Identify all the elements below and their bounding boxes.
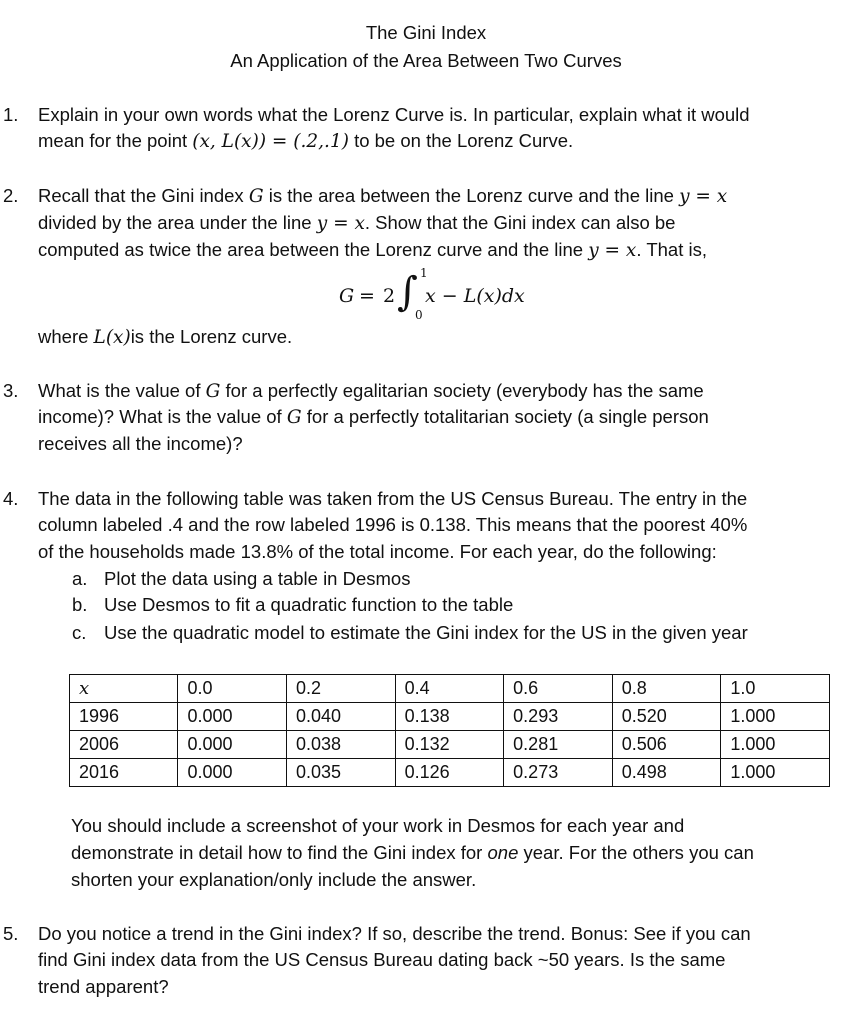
q5-line-2: find Gini index data from the US Census Bureau dating back ~50 years. Is the same [38,949,726,970]
q4-sub-a-label: a. [72,568,88,589]
page-title: The Gini Index [365,22,487,43]
formula-lower-limit: 0 [415,308,423,322]
lorenz-data-table [69,674,830,787]
table-cell: 0.035 [287,759,396,787]
q3-line-2: income)? What is the value of G for a perfectly totalitarian society (a single person [38,406,709,428]
table-header-cell: 0.0 [178,675,287,703]
table-row [70,759,830,787]
table-cell: 0.293 [504,703,613,731]
q4-line-1: The data in the following table was taken from the US Census Bureau. The entry in the [38,488,748,509]
table-cell: 1996 [70,703,178,731]
table-cell: 0.000 [178,759,287,787]
table-cell: 1.000 [721,731,830,759]
q2-line-3: computed as twice the area between the Lorenz curve and the line y = x. That is, [38,239,707,261]
table-cell: 0.520 [612,703,721,731]
gini-formula [339,268,569,328]
formula-two: 2 [383,285,396,307]
q4-line-3: of the households made 13.8% of the total income. For each year, do the following: [38,541,717,562]
table-cell: 2006 [70,731,178,759]
table-header-cell: 1.0 [721,675,830,703]
table-cell: 0.000 [178,731,287,759]
table-header-cell: 0.4 [395,675,504,703]
table-cell: 0.506 [612,731,721,759]
q2-number: 2. [3,185,19,206]
q4-sub-b-label: b. [72,594,88,615]
table-cell: 0.126 [395,759,504,787]
q5-number: 5. [3,923,19,944]
table-row [70,731,830,759]
q4-sub-b-text: Use Desmos to fit a quadratic function to the table [104,594,514,615]
table-row [70,703,830,731]
table-header-cell: 0.8 [612,675,721,703]
q3-line-1: What is the value of G for a perfectly egalitarian society (everybody has the same [38,380,704,402]
integral-sign-icon: ∫ [397,269,418,315]
q1-line-1: Explain in your own words what the Lorenz Curve is. In particular, explain what it would [38,104,750,125]
q2-where-line: where L(x)is the Lorenz curve. [38,326,293,348]
q3-number: 3. [3,380,19,401]
q2-line-1: Recall that the Gini index G is the area between the Lorenz curve and the line y = x [38,185,728,207]
q4-sub-a-text: Plot the data using a table in Desmos [104,568,411,589]
table-cell: 1.000 [721,759,830,787]
q1-number: 1. [3,104,19,125]
q4-line-2: column labeled .4 and the row labeled 1996 is 0.138. This means that the poorest 40% [38,514,748,535]
table-cell: 0.132 [395,731,504,759]
q3-line-3: receives all the income)? [38,433,243,454]
q4-note-line-2: demonstrate in detail how to find the Gini index for one year. For the others you can [71,842,754,863]
table-cell: 0.038 [287,731,396,759]
formula-equals: = [359,285,375,307]
q4-sub-c-label: c. [72,622,87,643]
formula-integrand: x − L(x)dx [425,285,525,307]
table-cell: 0.000 [178,703,287,731]
q5-line-1: Do you notice a trend in the Gini index? If so, describe the trend. Bonus: See if you can [38,923,751,944]
q4-note-line-3: shorten your explanation/only include the answer. [71,869,477,890]
table-header-cell: 0.6 [504,675,613,703]
page-subtitle: An Application of the Area Between Two Curves [230,50,622,71]
q4-note-line-1: You should include a screenshot of your work in Desmos for each year and [71,815,685,836]
table-cell: 1.000 [721,703,830,731]
table-cell: 0.138 [395,703,504,731]
table-cell: 0.281 [504,731,613,759]
q4-number: 4. [3,488,19,509]
table-header-row [70,675,830,703]
q5-line-3: trend apparent? [38,976,169,997]
table-cell: 2016 [70,759,178,787]
table-header-cell: x [70,675,178,703]
table-cell: 0.040 [287,703,396,731]
table-cell: 0.273 [504,759,613,787]
formula-g: G [339,285,355,307]
table-header-cell: 0.2 [287,675,396,703]
q2-line-2: divided by the area under the line y = x. Show that the Gini index can also be [38,212,676,234]
q4-sub-c-text: Use the quadratic model to estimate the Gini index for the US in the given year [104,622,748,643]
formula-upper-limit: 1 [420,266,428,280]
q1-line-2: mean for the point (x, L(x)) = (.2,.1) to be on the Lorenz Curve. [38,130,574,152]
table-cell: 0.498 [612,759,721,787]
